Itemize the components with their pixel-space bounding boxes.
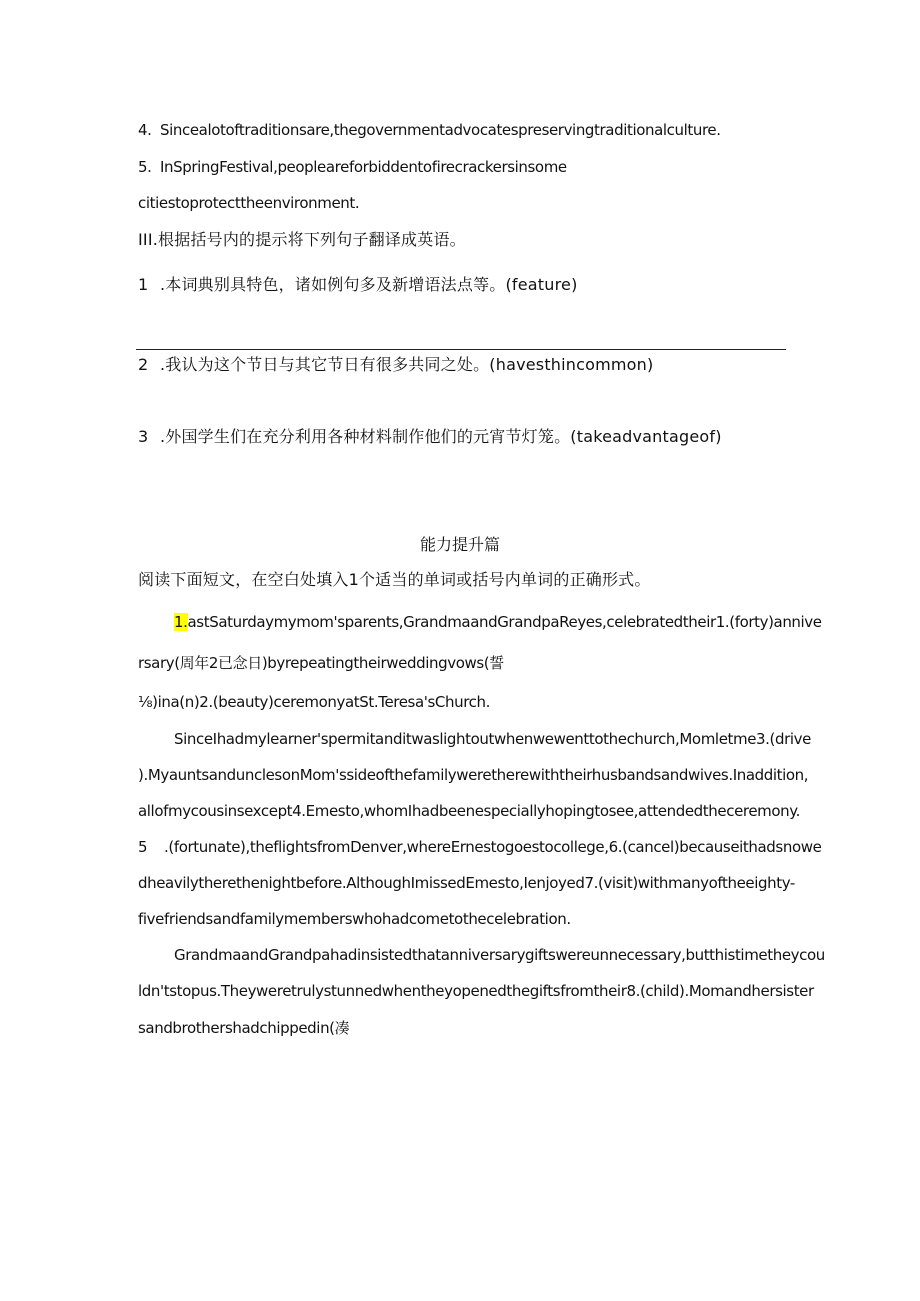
item-4-number: 4. (138, 121, 152, 139)
passage-line-4: SinceIhadmylearner'spermitanditwaslightoutwhenwewenttothechurch,Momletme3.(drive (174, 730, 811, 748)
translation-item-1 (138, 275, 578, 295)
passage-line-3: ⅛)ina(n)2.(beauty)ceremonyatSt.Teresa'sChurch. (138, 693, 490, 711)
passage-line-7-number: 5 (138, 838, 148, 856)
section-3-heading: III.根据括号内的提示将下列句子翻译成英语。 (138, 230, 466, 249)
passage-line-7 (138, 837, 821, 857)
translation-item-2-text: .我认为这个节日与其它节日有很多共同之处。(havesthincommon) (160, 355, 654, 374)
item-5 (138, 157, 567, 177)
passage-line-2: rsary(周年2已念日)byrepeatingtheirweddingvows(誓 (138, 654, 504, 672)
passage-line-11: ldn'tstopus.Theyweretrulystunnedwhentheyopenedthegiftsfromtheir8.(child).Momandhersister (138, 982, 814, 1000)
translation-item-1-text: .本词典别具特色，诸如例句多及新增语法点等。(feature) (160, 275, 578, 294)
item-4 (138, 120, 721, 140)
highlighted-text: 1. (174, 613, 188, 631)
translation-item-2-number: 2 (138, 355, 149, 374)
passage-line-9: fivefriendsandfamilymemberswhohadcometothecelebration. (138, 910, 571, 928)
passage-line-5: ).MyauntsandunclesonMom'ssideofthefamilyweretherewiththeirhusbandsandwives.Inaddition, (138, 766, 809, 784)
passage-line-10: GrandmaandGrandpahadinsistedthatanniversarygiftswereunnecessary,butthistimetheycou (174, 946, 825, 964)
item-5-text: InSpringFestival,peopleareforbiddentofirecrackersinsome (160, 158, 567, 176)
passage-line-1-text: astSaturdaymymom'sparents,GrandmaandGrandpaReyes,celebratedtheir1.(forty)annive (187, 613, 822, 631)
translation-item-1-number: 1 (138, 275, 149, 294)
passage-line-7-text: .(fortunate),theflightsfromDenver,whereErnestogoestocollege,6.(cancel)becauseithadsnowe (164, 838, 822, 856)
passage-line-12: sandbrothershadchippedin(凑 (138, 1019, 350, 1037)
passage-line-8: dheavilytherethenightbefore.AlthoughImissedEmesto,Ienjoyed7.(visit)withmanyoftheeighty- (138, 874, 795, 892)
ability-section-title: 能力提升篇 (419, 535, 500, 554)
passage-line-1 (174, 612, 822, 632)
answer-line (136, 349, 786, 350)
ability-instruction: 阅读下面短文，在空白处填入1个适当的单词或括号内单词的正确形式。 (138, 570, 651, 589)
item-4-text: Sincealotoftraditionsare,thegovernmentadvocatespreservingtraditionalculture. (160, 121, 721, 139)
translation-item-2 (138, 355, 653, 375)
passage-line-6: allofmycousinsexcept4.Emesto,whomIhadbeenespeciallyhopingtosee,attendedtheceremony. (138, 802, 800, 820)
translation-item-3-number: 3 (138, 427, 149, 446)
translation-item-3-text: .外国学生们在充分利用各种材料制作他们的元宵节灯笼。(takeadvantageof) (160, 427, 722, 446)
translation-item-3 (138, 427, 722, 447)
item-5-continuation: citiestoprotecttheenvironment. (138, 194, 360, 212)
item-5-number: 5. (138, 158, 152, 176)
